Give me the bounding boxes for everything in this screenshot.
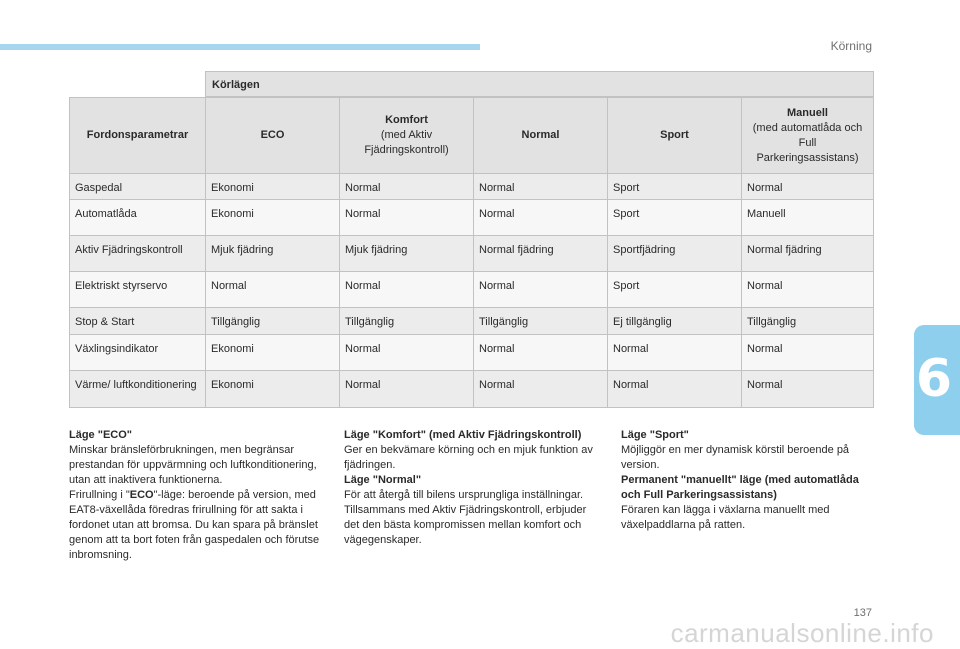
table-cell: Sportfjädring (607, 236, 741, 271)
section-title: Körning (830, 39, 872, 53)
table-cell: Sport (607, 174, 741, 199)
table-cell: Normal (607, 371, 741, 407)
chapter-tab[interactable] (914, 325, 960, 435)
table-cell: Normal (741, 371, 874, 407)
table-cell: Mjuk fjädring (339, 236, 473, 271)
sport-title: Läge "Sport" (621, 429, 689, 441)
table-cell: Normal fjädring (741, 236, 874, 271)
table-cell: Normal (473, 174, 607, 199)
page-number: 137 (853, 607, 872, 619)
table-header-row (69, 97, 874, 174)
table-cell: Normal (607, 335, 741, 370)
table-cell: Tillgänglig (473, 308, 607, 334)
table-cell: Sport (607, 272, 741, 307)
eco-title: Läge "ECO" (69, 429, 132, 441)
table-cell: Normal (339, 371, 473, 407)
sport-body: Möjliggör en mer dynamisk körstil beroende på version. (621, 444, 850, 471)
komfort-body: Ger en bekvämare körning och en mjuk funktion av fjädringen. (344, 444, 593, 471)
table-cell: Ekonomi (205, 335, 339, 370)
eco-freewheel: Frirullning i "ECO"-läge: beroende på version, med EAT8-växellåda föredras frirullning för att sakta i fordonet utan att bromsa. Du kan spara på bränslet genom att ta bort foten från gaspedalen och förutse inbromsning. (69, 489, 320, 561)
table-row (69, 335, 874, 371)
row-parameter-label: Växlingsindikator (69, 335, 205, 370)
table-cell: Normal (205, 272, 339, 307)
normal-body: För att återgå till bilens ursprungliga inställningar. Tillsammans med Aktiv Fjädringskontroll, erbjuder det den bästa kompromissen mellan komfort och vägegenskaper. (344, 489, 587, 546)
table-cell: Normal (339, 335, 473, 370)
table-row (69, 200, 874, 236)
table-cell: Ej tillgänglig (607, 308, 741, 334)
table-cell: Normal (339, 174, 473, 199)
normal-title: Läge "Normal" (344, 474, 422, 486)
table-row (69, 236, 874, 272)
table-cell: Normal (473, 200, 607, 235)
row-parameter-label: Stop & Start (69, 308, 205, 334)
row-parameter-label: Aktiv Fjädringskontroll (69, 236, 205, 271)
text-column-1 (69, 428, 321, 563)
row-parameter-label: Elektriskt styrservo (69, 272, 205, 307)
table-row (69, 174, 874, 200)
text-column-3 (621, 428, 876, 533)
row-parameter-label: Värme/ luftkonditionering (69, 371, 205, 407)
table-cell: Normal fjädring (473, 236, 607, 271)
table-cell: Sport (607, 200, 741, 235)
col-header-manuell: Manuell (med automatlåda och Full Parkeringsassistans) (741, 98, 874, 173)
table-row (69, 308, 874, 335)
table-group-header: Körlägen (205, 71, 874, 97)
table-cell: Normal (741, 174, 874, 199)
manual-title: Permanent "manuellt" läge (med automatlåda och Full Parkeringsassistans) (621, 474, 859, 501)
komfort-title: Läge "Komfort" (med Aktiv Fjädringskontroll) (344, 429, 582, 441)
col-header-komfort: Komfort (med Aktiv Fjädringskontroll) (339, 98, 473, 173)
chapter-number: 6 (915, 349, 953, 409)
table-cell: Mjuk fjädring (205, 236, 339, 271)
table-cell: Normal (741, 335, 874, 370)
table-cell: Ekonomi (205, 200, 339, 235)
col-header-sport: Sport (607, 98, 741, 173)
table-cell: Manuell (741, 200, 874, 235)
table-row (69, 272, 874, 308)
table-cell: Normal (473, 272, 607, 307)
manual-body: Föraren kan lägga i växlarna manuellt med växelpaddlarna på ratten. (621, 504, 830, 531)
table-cell: Normal (339, 200, 473, 235)
col-header-parameters: Fordonsparametrar (69, 98, 205, 173)
table-cell: Ekonomi (205, 371, 339, 407)
row-parameter-label: Gaspedal (69, 174, 205, 199)
driving-modes-table (69, 97, 874, 408)
table-cell: Tillgänglig (741, 308, 874, 334)
table-cell: Tillgänglig (339, 308, 473, 334)
text-column-2 (344, 428, 599, 548)
table-row (69, 371, 874, 408)
table-cell: Normal (473, 371, 607, 407)
table-cell: Normal (339, 272, 473, 307)
watermark: carmanualsonline.info (670, 618, 934, 648)
eco-body: Minskar bränsleförbrukningen, men begränsar prestandan för uppvärmning och luftkonditionering, utan att inaktivera funktionerna. (69, 444, 317, 486)
col-header-normal: Normal (473, 98, 607, 173)
table-cell: Normal (473, 335, 607, 370)
table-cell: Tillgänglig (205, 308, 339, 334)
top-accent-bar (0, 44, 480, 50)
row-parameter-label: Automatlåda (69, 200, 205, 235)
col-header-eco: ECO (205, 98, 339, 173)
table-cell: Normal (741, 272, 874, 307)
table-cell: Ekonomi (205, 174, 339, 199)
